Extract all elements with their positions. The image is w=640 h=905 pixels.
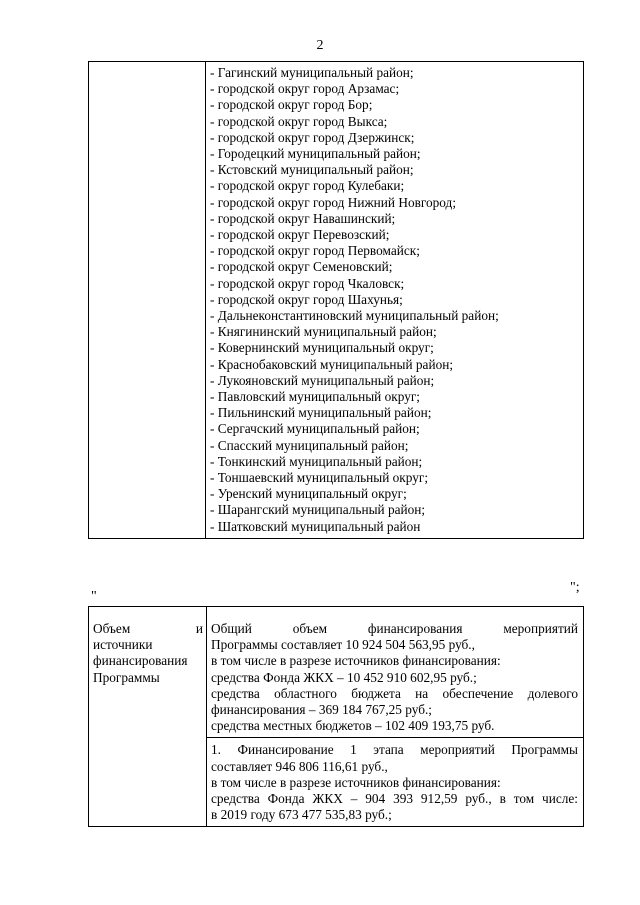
districts-list-cell (206, 62, 584, 539)
empty-label-cell (89, 62, 206, 539)
district-item: - Городецкий муниципальный район; (210, 146, 421, 162)
district-item: - Княгининский муниципальный район; (210, 324, 437, 340)
funding-label-line-4: Программы (93, 669, 160, 685)
funding-label-line-1 (93, 621, 203, 637)
page-number: 2 (316, 38, 324, 53)
funding-label-word-1: Объем (93, 621, 131, 636)
funding-total-line: средства Фонда ЖКХ – 10 452 910 602,95 руб.; (211, 669, 477, 685)
district-item: - городской округ город Бор; (210, 97, 373, 113)
funding-total-text (211, 621, 578, 734)
district-item: - Пильнинский муниципальный район; (210, 405, 432, 421)
district-item: - городской округ город Первомайск; (210, 243, 420, 259)
district-item: - городской округ город Шахунья; (210, 291, 403, 307)
district-item: - городской округ город Арзамас; (210, 81, 400, 97)
district-item: - городской округ Перевозский; (210, 227, 390, 243)
funding-total-line: средства областного бюджета на обеспечение долевого (211, 685, 578, 701)
funding-label-line-3: финансирования (93, 653, 188, 669)
district-item: - Ковернинский муниципальный округ; (210, 340, 434, 356)
district-item: - городской округ город Кулебаки; (210, 178, 405, 194)
district-item: - городской округ город Нижний Новгород; (210, 194, 457, 210)
district-item: - Шарангский муниципальный район; (210, 502, 426, 518)
district-item: - Уренский муниципальный округ; (210, 486, 407, 502)
funding-stage1-cell (207, 738, 584, 827)
district-item: - Шатковский муниципальный район (210, 518, 421, 534)
district-item: - городской округ город Чкаловск; (210, 275, 405, 291)
funding-label-line-2: источники (93, 637, 153, 653)
funding-stage1-line: средства Фонда ЖКХ – 904 393 912,59 руб., в том числе: (211, 791, 578, 807)
opening-quote: " (91, 589, 97, 604)
district-item: - Краснобаковский муниципальный район; (210, 356, 454, 372)
funding-table (88, 606, 584, 827)
district-item: - Спасский муниципальный район; (210, 437, 409, 453)
funding-total-line: в том числе в разрезе источников финансирования: (211, 653, 501, 669)
district-item: - городской округ город Дзержинск; (210, 129, 415, 145)
funding-total-line: Общий объем финансирования мероприятий (211, 621, 578, 636)
district-item: - Лукояновский муниципальный район; (210, 372, 435, 388)
funding-stage1-line: 1. Финансирование 1 этапа мероприятий Программы (211, 742, 578, 758)
district-item: - Гагинский муниципальный район; (210, 65, 414, 80)
district-item: - Сергачский муниципальный район; (210, 421, 420, 437)
district-item: - городской округ Навашинский; (210, 210, 396, 226)
funding-total-cell (207, 607, 584, 738)
district-item: - Тоншаевский муниципальный округ; (210, 470, 429, 486)
funding-stage1-line: в 2019 году 673 477 535,83 руб.; (211, 807, 392, 823)
districts-list (210, 65, 579, 535)
district-item: - Павловский муниципальный округ; (210, 389, 420, 405)
closing-quote: "; (570, 580, 580, 595)
funding-label-word-2: и (195, 621, 203, 636)
funding-total-line: средства местных бюджетов – 102 409 193,75 руб. (211, 718, 495, 734)
districts-table (88, 61, 584, 539)
funding-stage1-line: составляет 946 806 116,61 руб., (211, 758, 388, 774)
funding-stage1-line: в том числе в разрезе источников финансирования: (211, 774, 501, 790)
district-item: - Тонкинский муниципальный район; (210, 453, 423, 469)
district-item: - городской округ Семеновский; (210, 259, 393, 275)
funding-total-line: финансирования – 369 184 767,25 руб.; (211, 702, 432, 718)
district-item: - Дальнеконстантиновский муниципальный район; (210, 308, 499, 324)
funding-label-cell (89, 607, 207, 827)
funding-stage1-text (211, 742, 578, 823)
district-item: - городской округ город Выкса; (210, 113, 388, 129)
funding-total-line: Программы составляет 10 924 504 563,95 руб., (211, 637, 475, 653)
district-item: - Кстовский муниципальный район; (210, 162, 414, 178)
